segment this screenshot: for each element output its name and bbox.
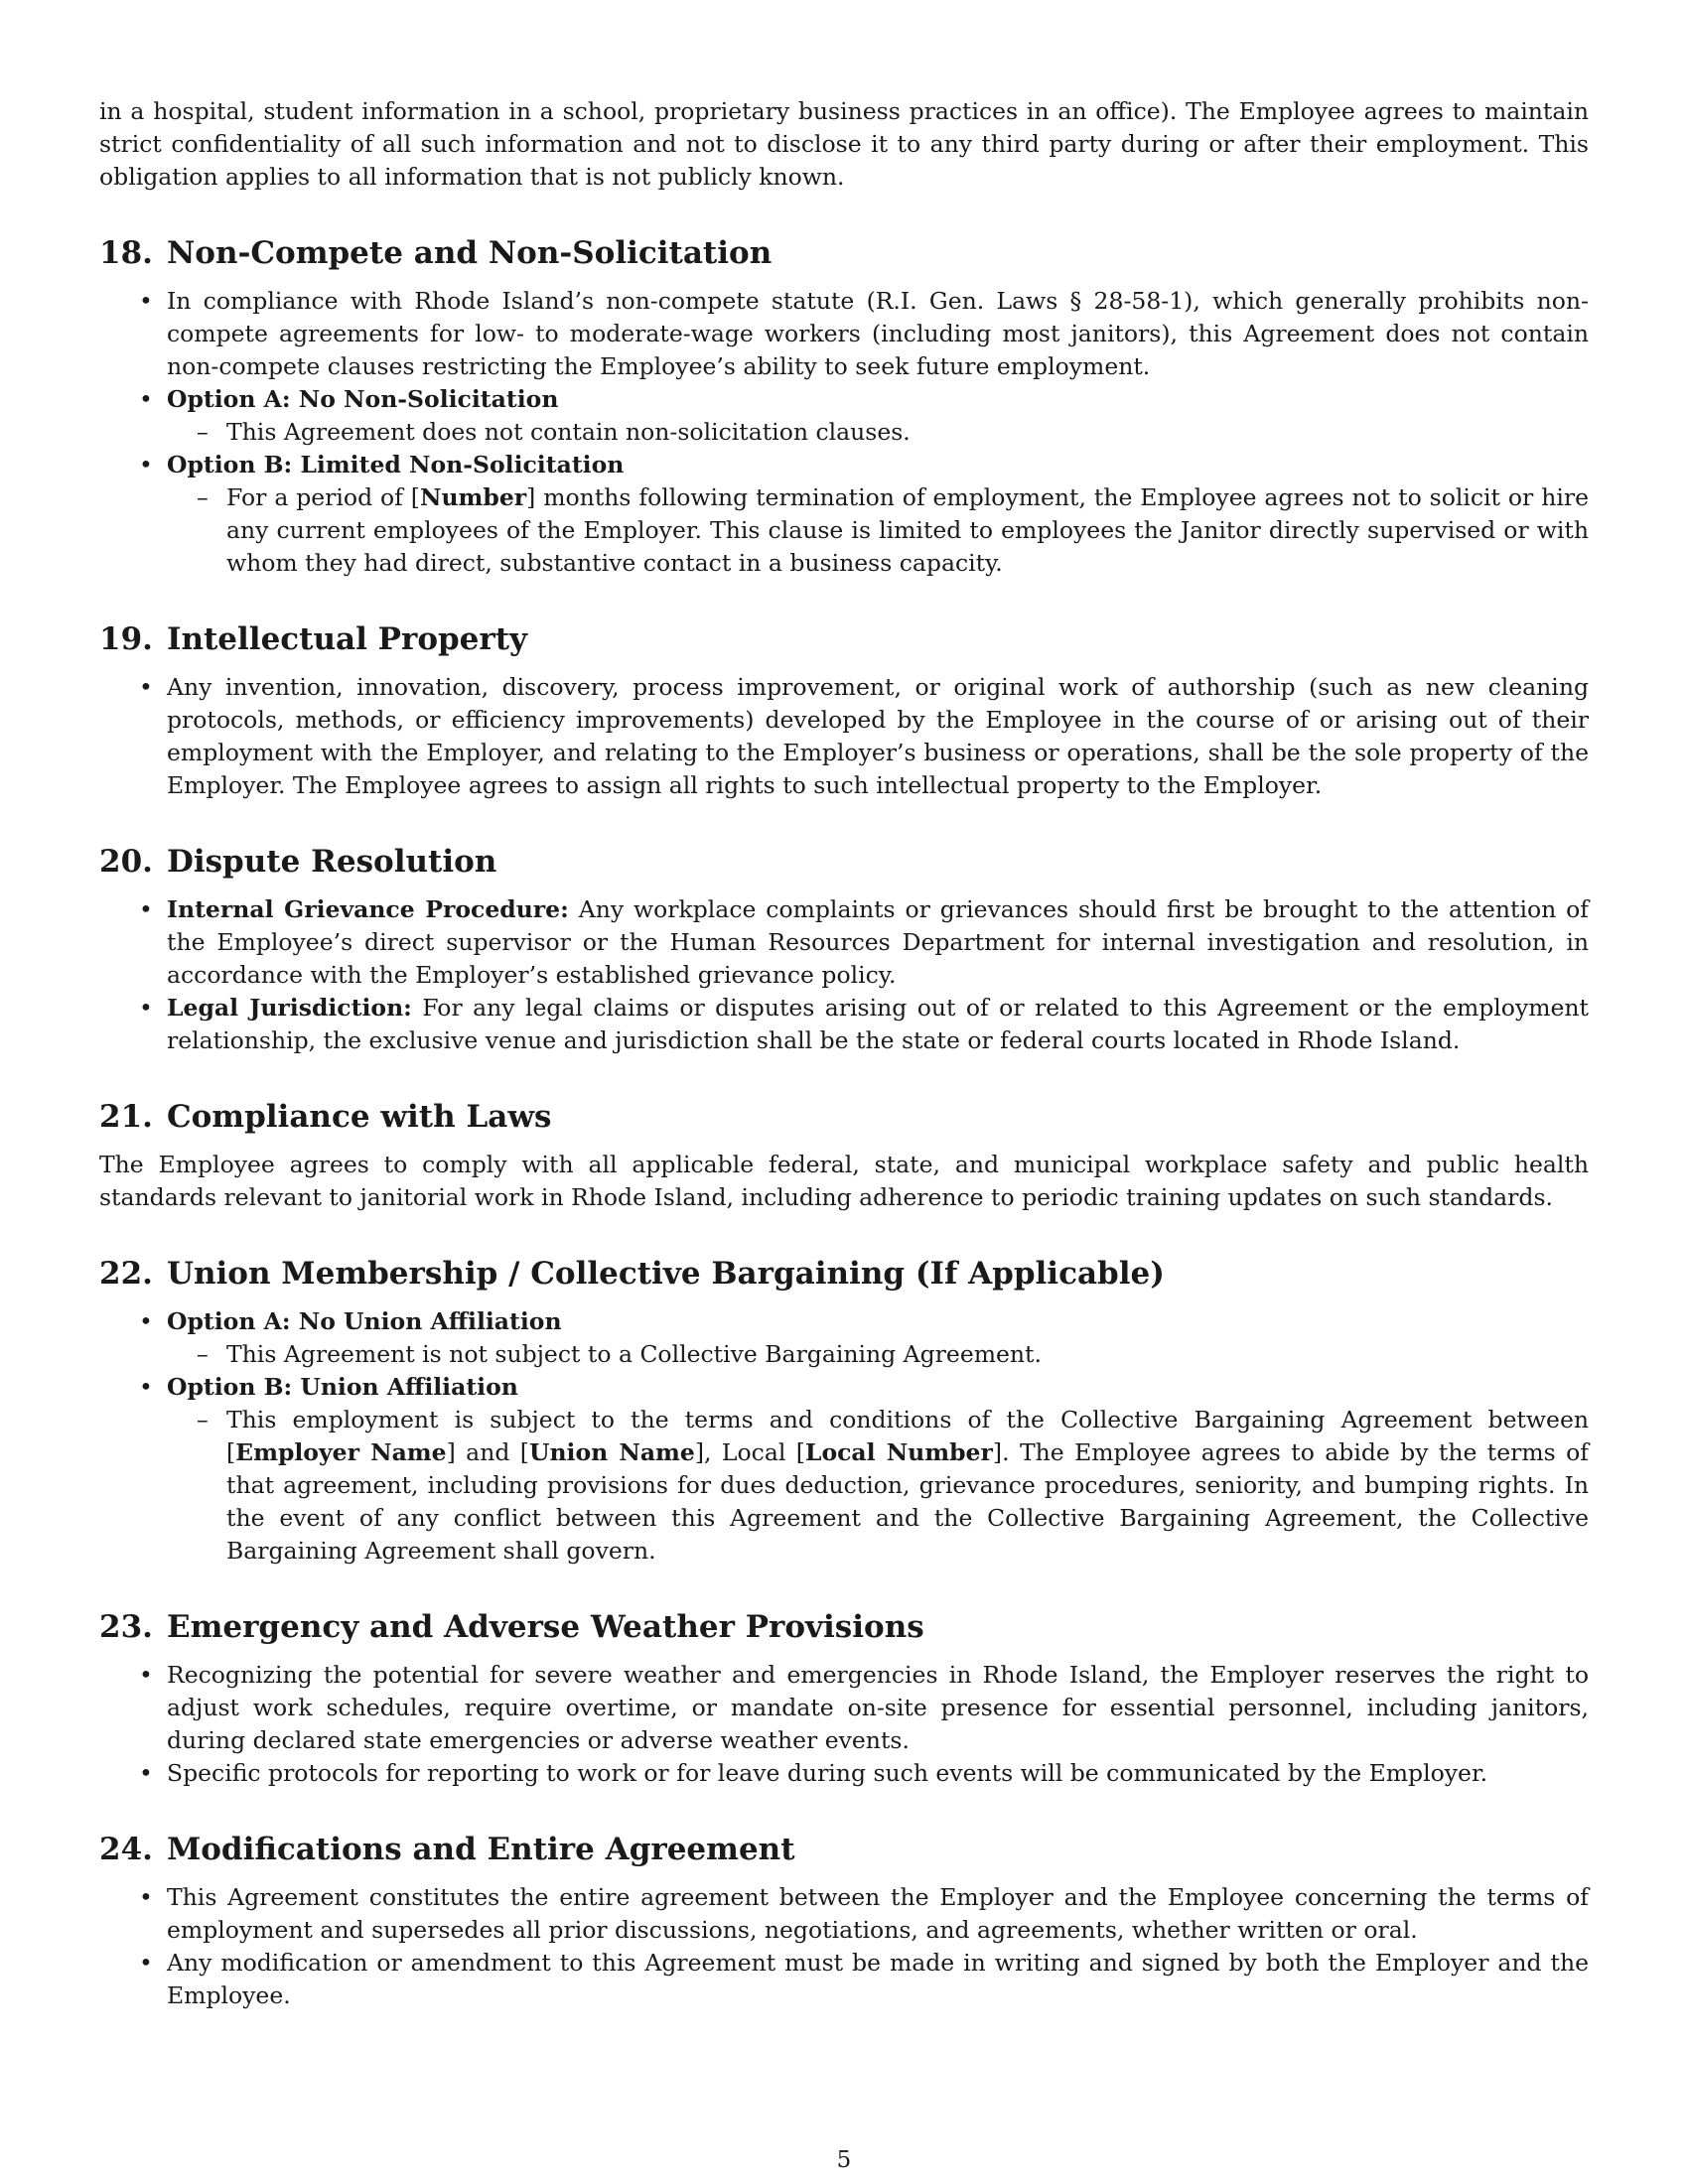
section-title: Modifications and Entire Agreement bbox=[166, 1832, 795, 1867]
list-item: • Recognizing the potential for severe weather and emergencies in Rhode Island, the Employer reserves the right to adjust work schedules, require overtime, or mandate on-site presence for essential personnel, including janitors, during declared state emergencies or adverse weather events. bbox=[99, 1659, 1589, 1757]
section-18-heading bbox=[99, 233, 1589, 273]
list-item: • Specific protocols for reporting to work or for leave during such events will be communicated by the Employer. bbox=[99, 1757, 1589, 1790]
section-23-heading bbox=[99, 1607, 1589, 1647]
list-item bbox=[99, 1371, 1589, 1568]
section-number: 20. bbox=[99, 844, 153, 880]
option-label: Option A: No Non-Solicitation bbox=[167, 385, 559, 413]
list-item bbox=[99, 992, 1589, 1057]
item-label: Internal Grievance Procedure: bbox=[167, 895, 569, 923]
section-20-heading bbox=[99, 842, 1589, 882]
section-number: 18. bbox=[99, 235, 153, 271]
list-item: • Any modification or amendment to this Agreement must be made in writing and signed by both the Employer and the Employee. bbox=[99, 1947, 1589, 2012]
section-number: 19. bbox=[99, 621, 153, 657]
section-number: 21. bbox=[99, 1099, 153, 1135]
option-label: Option A: No Union Affiliation bbox=[167, 1307, 562, 1335]
text-run: This employment is subject to the terms and conditions of the Collective Bargaining Agreement between [ bbox=[226, 1406, 1589, 1466]
item-text: Any workplace complaints or grievances should first be brought to the attention of the Employee’s direct supervisor or the Human Resources Department for internal investigation and resolution, in accordance with the Employer’s established grievance policy. bbox=[167, 895, 1589, 989]
section-24-list bbox=[99, 1881, 1589, 2012]
section-title: Emergency and Adverse Weather Provisions bbox=[166, 1609, 924, 1645]
section-title: Compliance with Laws bbox=[166, 1099, 552, 1135]
item-text: For any legal claims or disputes arising out of or related to this Agreement or the employment relationship, the exclusive venue and jurisdiction shall be the state or federal courts located in Rhode Island. bbox=[167, 994, 1589, 1054]
section-18-list bbox=[99, 285, 1589, 580]
text-run: ], Local [ bbox=[694, 1438, 805, 1466]
sub-list bbox=[167, 416, 1589, 449]
page-number: 5 bbox=[836, 2147, 852, 2173]
section-number: 23. bbox=[99, 1609, 153, 1645]
sub-list-item bbox=[167, 1404, 1589, 1568]
list-item: • In compliance with Rhode Island’s non-compete statute (R.I. Gen. Laws § 28-58-1), which generally prohibits non-compete agreements for low- to moderate-wage workers (including most janitors), this Agreement does not contain non-compete clauses restricting the Employee’s ability to seek future employment. bbox=[99, 285, 1589, 383]
section-number: 24. bbox=[99, 1832, 153, 1867]
list-item: • This Agreement constitutes the entire agreement between the Employer and the Employee concerning the terms of employment and supersedes all prior discussions, negotiations, and agreements, whether written or oral. bbox=[99, 1881, 1589, 1947]
item-label: Legal Jurisdiction: bbox=[167, 994, 412, 1022]
text-run: ] months following termination of employment, the Employee agrees not to solicit or hire any current employees of the Employer. This clause is limited to employees the Janitor directly supervised or with whom they had direct, substantive contact in a business capacity. bbox=[226, 483, 1589, 577]
document-page bbox=[99, 95, 1589, 2012]
section-20-list bbox=[99, 893, 1589, 1057]
placeholder-field: Union Name bbox=[528, 1438, 695, 1466]
list-item bbox=[99, 383, 1589, 449]
section-22-list bbox=[99, 1305, 1589, 1568]
sub-list bbox=[167, 481, 1589, 580]
section-21-heading bbox=[99, 1097, 1589, 1137]
section-19-heading bbox=[99, 619, 1589, 659]
placeholder-field: Employer Name bbox=[235, 1438, 447, 1466]
section-19-list bbox=[99, 671, 1589, 802]
placeholder-field: Local Number bbox=[804, 1438, 993, 1466]
sub-list-item: – This Agreement is not subject to a Collective Bargaining Agreement. bbox=[167, 1338, 1589, 1371]
placeholder-field: Number bbox=[419, 483, 527, 511]
section-number: 22. bbox=[99, 1256, 153, 1292]
text-run: ]. The Employee agrees to abide by the terms of that agreement, including provisions for dues deduction, grievance procedures, seniority, and bumping rights. In the event of any conflict between this Agreement and the Collective Bargaining Agreement, the Collective Bargaining Agreement shall govern. bbox=[226, 1438, 1589, 1565]
section-title: Intellectual Property bbox=[166, 621, 528, 657]
sub-list-item bbox=[167, 481, 1589, 580]
section-24-heading bbox=[99, 1830, 1589, 1869]
sub-list bbox=[167, 1338, 1589, 1371]
option-label: Option B: Union Affiliation bbox=[167, 1373, 518, 1401]
text-run: For a period of [ bbox=[226, 483, 420, 511]
sub-list-item: – This Agreement does not contain non-solicitation clauses. bbox=[167, 416, 1589, 449]
option-label: Option B: Limited Non-Solicitation bbox=[167, 451, 625, 478]
section-23-list bbox=[99, 1659, 1589, 1790]
intro-paragraph: in a hospital, student information in a school, proprietary business practices in an office). The Employee agrees to maintain strict confidentiality of all such information and not to disclose it to any third party during or after their employment. This obligation applies to all information that is not publicly known. bbox=[99, 97, 1589, 191]
list-item bbox=[99, 449, 1589, 580]
section-title: Dispute Resolution bbox=[166, 844, 497, 880]
sub-list bbox=[167, 1404, 1589, 1568]
section-22-heading bbox=[99, 1254, 1589, 1294]
section-title: Non-Compete and Non-Solicitation bbox=[166, 235, 773, 271]
section-21-paragraph: The Employee agrees to comply with all applicable federal, state, and municipal workplace safety and public health standards relevant to janitorial work in Rhode Island, including adherence to periodic training updates on such standards. bbox=[99, 1151, 1589, 1211]
list-item: • Any invention, innovation, discovery, process improvement, or original work of authorship (such as new cleaning protocols, methods, or efficiency improvements) developed by the Employee in the course of or arising out of their employment with the Employer, and relating to the Employer’s business or operations, shall be the sole property of the Employer. The Employee agrees to assign all rights to such intellectual property to the Employer. bbox=[99, 671, 1589, 802]
list-item bbox=[99, 893, 1589, 992]
list-item bbox=[99, 1305, 1589, 1371]
section-title: Union Membership / Collective Bargaining (If Applicable) bbox=[166, 1256, 1165, 1292]
text-run: ] and [ bbox=[446, 1438, 529, 1466]
